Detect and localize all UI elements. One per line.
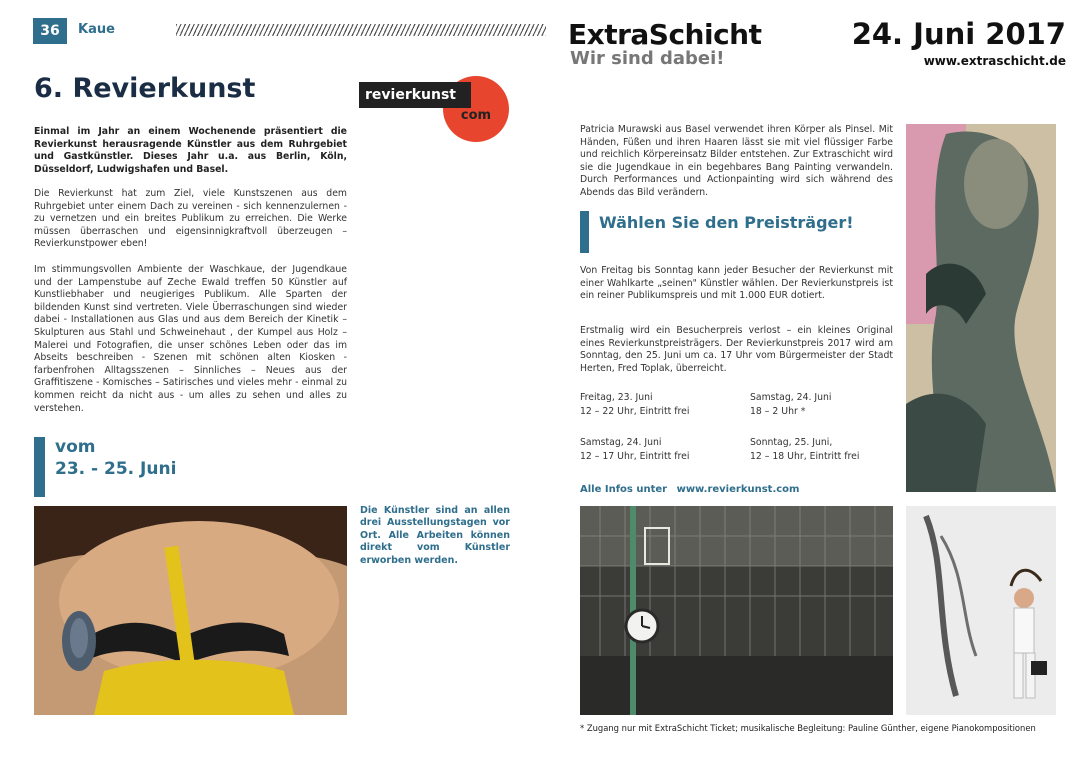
info-label: Alle Infos unter — [580, 484, 668, 495]
schedule-item — [580, 436, 740, 464]
photo-waschkaue-interior — [580, 506, 893, 715]
issue-date: 24. Juni 2017 — [851, 17, 1066, 51]
schedule-day: Freitag, 23. Juni — [580, 392, 653, 403]
schedule-time: 18 – 2 Uhr * — [750, 406, 806, 417]
section-heading: Wählen Sie den Preisträger! — [599, 213, 854, 232]
brand-title: ExtraSchicht — [568, 18, 762, 51]
section-label: Kaue — [78, 22, 115, 37]
schedule-day: Sonntag, 25. Juni, — [750, 437, 833, 448]
heading-accent-bar — [580, 211, 589, 253]
schedule-time: 12 – 17 Uhr, Eintritt frei — [580, 451, 690, 462]
page-number: 36 — [33, 18, 67, 44]
photo-performance-painting — [906, 506, 1056, 715]
date-range-heading — [55, 436, 176, 480]
intro-paragraph: Einmal im Jahr an einem Wochenende präsentiert die Revierkunst herausragende Künstler aus dem Ruhrgebiet und Gastkünstler. Dieses Jahr u.a. aus Berlin, Köln, Düsseldorf, Ludwigshafen und Basel. — [34, 126, 347, 175]
date-range-vom: vom — [55, 437, 96, 457]
artwork-painting-figure — [906, 124, 1056, 492]
schedule-day: Samstag, 24. Juni — [750, 392, 832, 403]
article-title: 6. Revierkunst — [34, 73, 256, 104]
artwork-photo-back — [34, 506, 347, 715]
info-link[interactable]: www.revierkunst.com — [676, 484, 800, 495]
artwork-back-illustration — [34, 506, 347, 715]
info-line — [580, 484, 799, 495]
revierkunst-logo-text: revierkunst — [359, 82, 471, 108]
schedule-time: 12 – 18 Uhr, Eintritt frei — [750, 451, 860, 462]
body-paragraph: Erstmalig wird ein Besucherpreis verlost – ein kleines Original eines Revierkunstpreisträgers. Der Revierkunstpreis 2017 wird am Sonntag, den 25. Juni um ca. 17 Uhr vom Bürgermeister der Stadt Herten, Fred Toplak, überreicht. — [580, 325, 893, 374]
artwork-figure-illustration — [906, 124, 1056, 492]
schedule-item — [750, 436, 900, 464]
body-paragraph: Die Revierkunst hat zum Ziel, viele Kunstszenen aus dem Ruhrgebiet unter einem Dach zu vereinen - sich kennenzulernen - zu vernetzen und ein breites Publikum zu erreichen. Die Werke müssen überraschen und eigensinnigkraftvoll überzeugen – Revierkunstpower eben! — [34, 188, 347, 250]
revierkunst-logo-com: com — [460, 108, 492, 123]
footnote: * Zugang nur mit ExtraSchicht Ticket; musikalische Begleitung: Pauline Günther, eigene Pianokompositionen — [580, 723, 1036, 733]
image-caption: Die Künstler sind an allen drei Ausstellungstagen vor Ort. Alle Arbeiten können direkt vom Künstler erworben werden. — [360, 505, 510, 566]
date-accent-bar — [34, 437, 45, 497]
header-hatch-rule — [176, 24, 546, 36]
schedule-item — [750, 391, 900, 419]
body-paragraph: Von Freitag bis Sonntag kann jeder Besucher der Revierkunst mit einer Wahlkarte „seinen" Künstler wählen. Der Revierkunstpreis ist ein reiner Publikumspreis und mit 1.000 EUR dotiert. — [580, 265, 893, 302]
body-paragraph: Patricia Murawski aus Basel verwendet ihren Körper als Pinsel. Mit Händen, Füßen und ihren Haaren lässt sie mit viel flüssiger Farbe und reichlich Körpereinsatz Bilder entstehen. Zur Extraschicht wird sie die Jugendkaue in ein begehbares Bang Painting verwandeln. Durch Performances und Actionpainting wird sich während des Abends das Bild verändern. — [580, 124, 893, 198]
performance-illustration — [906, 506, 1056, 715]
date-range-dates: 23. - 25. Juni — [55, 459, 177, 479]
schedule-day: Samstag, 24. Juni — [580, 437, 662, 448]
waschkaue-illustration — [580, 506, 893, 715]
brand-subtitle: Wir sind dabei! — [570, 48, 725, 69]
header-url[interactable]: www.extraschicht.de — [923, 54, 1066, 68]
body-paragraph: Im stimmungsvollen Ambiente der Waschkaue, der Jugendkaue und der Lampenstube auf Zeche Ewald treffen 50 Künstler auf Kunstliebhaber und neugieriges Publikum. Alle Sparten der bildenden Kunst sind vertreten. Viele Überraschungen sind wieder dabei - Installationen aus Glas und aus dem Bereich der Kinetik – Skulpturen aus Stahl und Schweinehaut , der Kumpel aus Holz – Malerei und Fotografien, die unser schönes Leben oder das im Abseits beschreiben - Szenen mit schönen alten Kiosken - farbenfrohen Alltagsszenen – Sinnliches – Neues aus der Graffitiszene - Komisches – Satirisches und vieles mehr - einmal zu kommen reicht da nicht aus - um alles zu sehen und alles zu verstehen. — [34, 264, 347, 414]
schedule-time: 12 – 22 Uhr, Eintritt frei — [580, 406, 690, 417]
schedule-item — [580, 391, 740, 419]
